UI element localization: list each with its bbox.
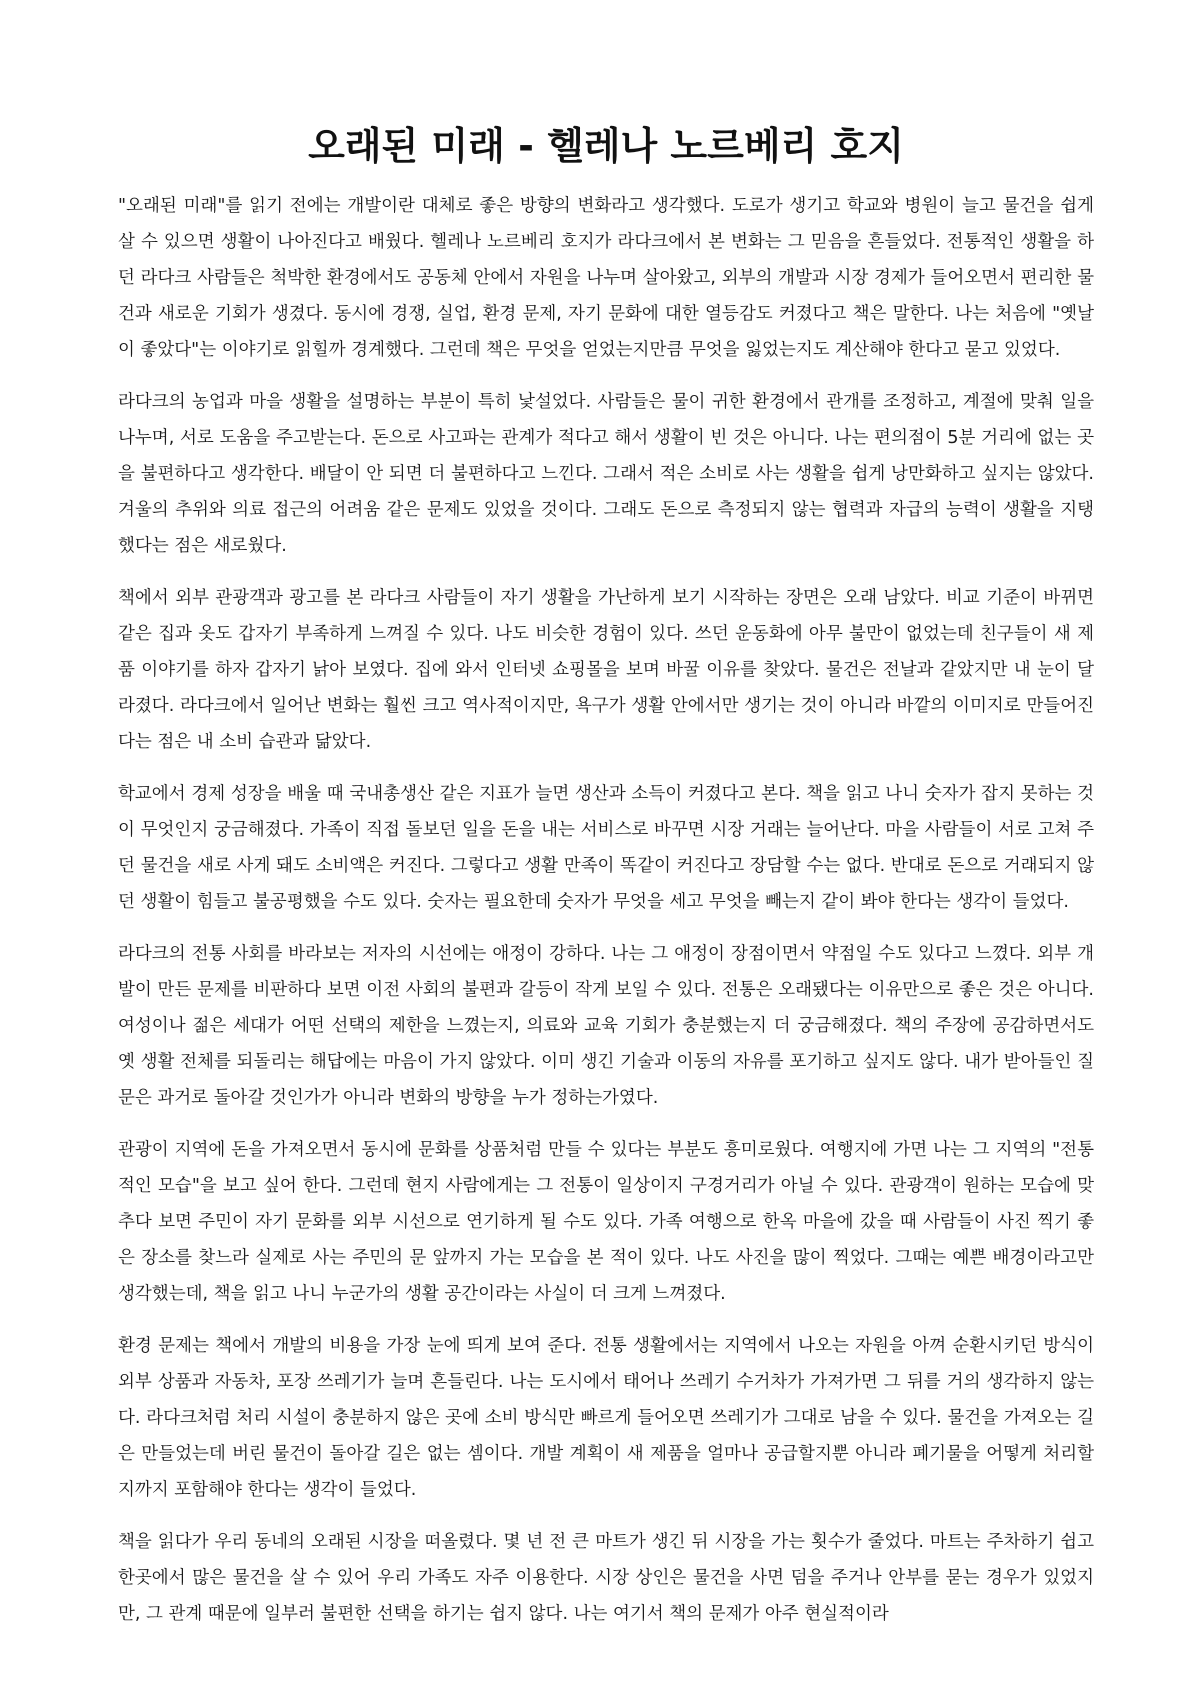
paragraph: 라다크의 전통 사회를 바라보는 저자의 시선에는 애정이 강하다. 나는 그 애정이 장점이면서 약점일 수도 있다고 느꼈다. 외부 개발이 만든 문제를 비판하다 보면 이전 사회의 불편과 갈등이 작게 보일 수 있다. 전통은 오래됐다는 이유만으로 좋은 것은 아니다. 여성이나 젊은 세대가 어떤 선택의 제한을 느꼈는지, 의료와 교육 기회가 충분했는지 더 궁금해졌다. 책의 주장에 공감하면서도 옛 생활 전체를 되돌리는 해답에는 마음이 가지 않았다. 이미 생긴 기술과 이동의 자유를 포기하고 싶지도 않다. 내가 받아들인 질문은 과거로 돌아갈 것인가가 아니라 변화의 방향을 누가 정하는가였다. bbox=[118, 944, 1094, 1108]
paragraph: 학교에서 경제 성장을 배울 때 국내총생산 같은 지표가 늘면 생산과 소득이 커졌다고 본다. 책을 읽고 나니 숫자가 잡지 못하는 것이 무엇인지 궁금해졌다. 가족이 직접 돌보던 일을 돈을 내는 서비스로 바꾸면 시장 거래는 늘어난다. 마을 사람들이 서로 고쳐 주던 물건을 새로 사게 돼도 소비액은 커진다. 그렇다고 생활 만족이 똑같이 커진다고 장담할 수는 없다. 반대로 돈으로 거래되지 않던 생활이 힘들고 불공평했을 수도 있다. 숫자는 필요한데 숫자가 무엇을 세고 무엇을 빼는지 같이 봐야 한다는 생각이 들었다. bbox=[118, 784, 1094, 912]
paragraph: 책에서 외부 관광객과 광고를 본 라다크 사람들이 자기 생활을 가난하게 보기 시작하는 장면은 오래 남았다. 비교 기준이 바뀌면 같은 집과 옷도 갑자기 부족하게 느껴질 수 있다. 나도 비슷한 경험이 있다. 쓰던 운동화에 아무 불만이 없었는데 친구들이 새 제품 이야기를 하자 갑자기 낡아 보였다. 집에 와서 인터넷 쇼핑몰을 보며 바꿀 이유를 찾았다. 물건은 전날과 같았지만 내 눈이 달라졌다. 라다크에서 일어난 변화는 훨씬 크고 역사적이지만, 욕구가 생활 안에서만 생기는 것이 아니라 바깥의 이미지로 만들어진다는 점은 내 소비 습관과 닮았다. bbox=[118, 588, 1094, 752]
paragraph: 관광이 지역에 돈을 가져오면서 동시에 문화를 상품처럼 만들 수 있다는 부분도 흥미로웠다. 여행지에 가면 나는 그 지역의 "전통적인 모습"을 보고 싶어 한다. 그런데 현지 사람에게는 그 전통이 일상이지 구경거리가 아닐 수 있다. 관광객이 원하는 모습에 맞추다 보면 주민이 자기 문화를 외부 시선으로 연기하게 될 수도 있다. 가족 여행으로 한옥 마을에 갔을 때 사람들이 사진 찍기 좋은 장소를 찾느라 실제로 사는 주민의 문 앞까지 가는 모습을 본 적이 있다. 나도 사진을 많이 찍었다. 그때는 예쁜 배경이라고만 생각했는데, 책을 읽고 나니 누군가의 생활 공간이라는 사실이 더 크게 느껴졌다. bbox=[118, 1140, 1094, 1304]
document-title: 오래된 미래 - 헬레나 노르베리 호지 bbox=[308, 124, 904, 168]
paragraph: 환경 문제는 책에서 개발의 비용을 가장 눈에 띄게 보여 준다. 전통 생활에서는 지역에서 나오는 자원을 아껴 순환시키던 방식이 외부 상품과 자동차, 포장 쓰레기가 늘며 흔들린다. 나는 도시에서 태어나 쓰레기 수거차가 가져가면 그 뒤를 거의 생각하지 않는다. 라다크처럼 처리 시설이 충분하지 않은 곳에 소비 방식만 빠르게 들어오면 쓰레기가 그대로 남을 수 있다. 물건을 가져오는 길은 만들었는데 버린 물건이 돌아갈 길은 없는 셈이다. 개발 계획이 새 제품을 얼마나 공급할지뿐 아니라 폐기물을 어떻게 처리할지까지 포함해야 한다는 생각이 들었다. bbox=[118, 1336, 1094, 1500]
paragraph: 책을 읽다가 우리 동네의 오래된 시장을 떠올렸다. 몇 년 전 큰 마트가 생긴 뒤 시장을 가는 횟수가 줄었다. 마트는 주차하기 쉽고 한곳에서 많은 물건을 살 수 있어 우리 가족도 자주 이용한다. 시장 상인은 물건을 사면 덤을 주거나 안부를 묻는 경우가 있었지만, 그 관계 때문에 일부러 불편한 선택을 하기는 쉽지 않다. 나는 여기서 책의 문제가 아주 현실적이라 bbox=[118, 1532, 1094, 1624]
paragraph: 라다크의 농업과 마을 생활을 설명하는 부분이 특히 낯설었다. 사람들은 물이 귀한 환경에서 관개를 조정하고, 계절에 맞춰 일을 나누며, 서로 도움을 주고받는다. 돈으로 사고파는 관계가 적다고 해서 생활이 빈 것은 아니다. 나는 편의점이 5분 거리에 없는 곳을 불편하다고 생각한다. 배달이 안 되면 더 불편하다고 느낀다. 그래서 적은 소비로 사는 생활을 쉽게 낭만화하고 싶지는 않았다. 겨울의 추위와 의료 접근의 어려움 같은 문제도 있었을 것이다. 그래도 돈으로 측정되지 않는 협력과 자급의 능력이 생활을 지탱했다는 점은 새로웠다. bbox=[118, 392, 1094, 556]
paragraph: "오래된 미래"를 읽기 전에는 개발이란 대체로 좋은 방향의 변화라고 생각했다. 도로가 생기고 학교와 병원이 늘고 물건을 쉽게 살 수 있으면 생활이 나아진다고 배웠다. 헬레나 노르베리 호지가 라다크에서 본 변화는 그 믿음을 흔들었다. 전통적인 생활을 하던 라다크 사람들은 척박한 환경에서도 공동체 안에서 자원을 나누며 살아왔고, 외부의 개발과 시장 경제가 들어오면서 편리한 물건과 새로운 기회가 생겼다. 동시에 경쟁, 실업, 환경 문제, 자기 문화에 대한 열등감도 커졌다고 책은 말한다. 나는 처음에 "옛날이 좋았다"는 이야기로 읽힐까 경계했다. 그런데 책은 무엇을 얻었는지만큼 무엇을 잃었는지도 계산해야 한다고 묻고 있었다. bbox=[118, 196, 1094, 360]
